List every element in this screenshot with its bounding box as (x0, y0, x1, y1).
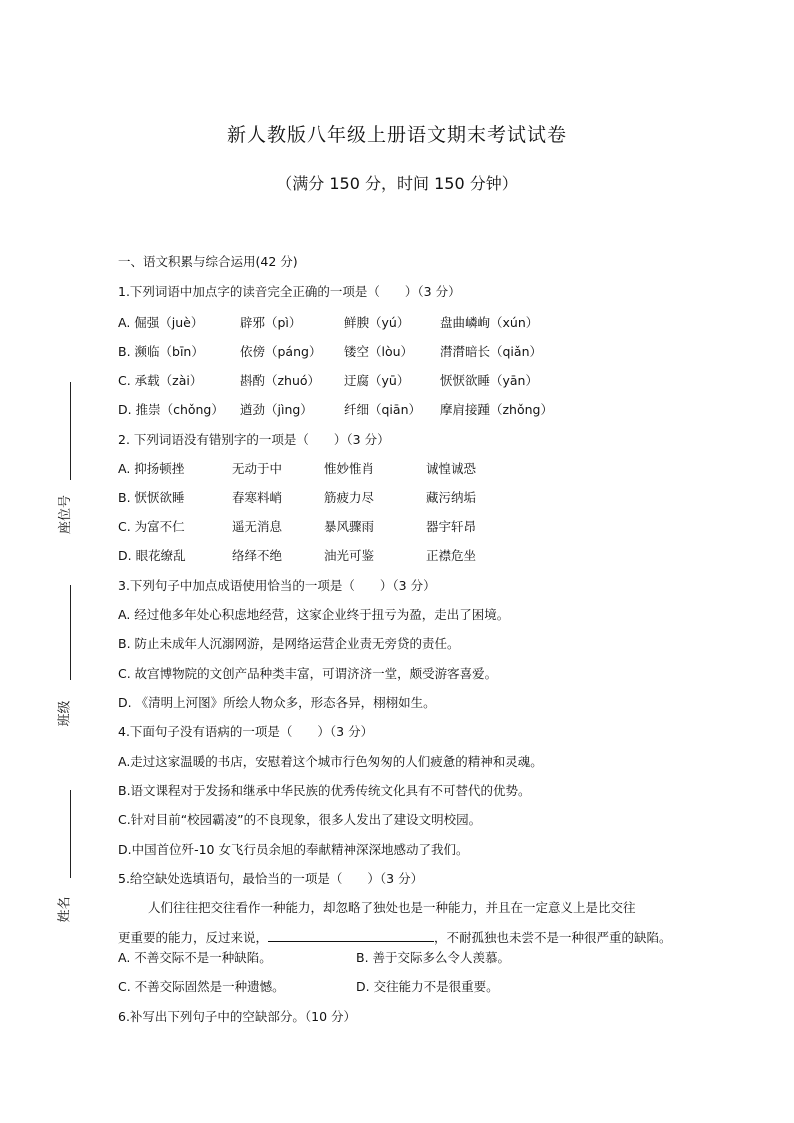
option-word: A. 抑扬顿挫 (118, 461, 185, 476)
option-word: 鲜腴（yú） (344, 315, 410, 330)
option-word: 正襟危坐 (426, 548, 477, 563)
option-word: 斟酌（zhuó） (240, 373, 321, 388)
question-5-passage-line-1: 人们往往把交往看作一种能力，却忽略了独处也是一种能力，并且在一定意义上是比交往 (148, 900, 636, 915)
page-subtitle: （满分 150 分，时间 150 分钟） (276, 174, 518, 193)
option-word: 摩肩接踵（zhǒng） (440, 402, 553, 417)
question-4-option-c: C.针对目前“校园霸凌”的不良现象，很多人发出了建设文明校园。 (118, 812, 482, 827)
question-1-stem: 1.下列词语中加点字的读音完全正确的一项是（ ）（3 分） (118, 284, 461, 299)
question-4-option-d: D.中国首位歼-10 女飞行员余旭的奉献精神深深地感动了我们。 (118, 842, 469, 857)
option-word: 纤细（qiān） (344, 402, 421, 417)
option-word: 迂腐（yū） (344, 373, 410, 388)
question-5-stem: 5.给空缺处选填语句，最恰当的一项是（ ）（3 分） (118, 871, 424, 886)
question-3-option-c: C. 故宫博物院的文创产品种类丰富，可谓济济一堂，颇受游客喜爱。 (118, 666, 498, 681)
option-text: D. 交往能力不是很重要。 (356, 979, 499, 994)
option-word: 依傍（páng） (240, 344, 322, 359)
question-3-option-b: B. 防止未成年人沉溺网游，是网络运营企业责无旁贷的责任。 (118, 636, 460, 651)
option-word: 遥无消息 (232, 519, 283, 534)
question-3-option-d: D. 《清明上河图》所绘人物众多，形态各异，栩栩如生。 (118, 695, 436, 710)
option-word: 遒劲（jìng） (240, 402, 313, 417)
option-word: D. 推崇（chǒng） (118, 402, 224, 417)
section-heading: 一、语文积累与综合运用(42 分) (118, 254, 298, 269)
option-text: A. 不善交际不是一种缺陷。 (118, 950, 272, 965)
option-word: C. 承载（zài） (118, 373, 203, 388)
option-word: 器宇轩昂 (426, 519, 477, 534)
option-word: D. 眼花缭乱 (118, 548, 186, 563)
option-word: 油光可鉴 (324, 548, 375, 563)
option-word: 辟邪（pì） (240, 315, 302, 330)
seat-number-label: 座位号 (58, 494, 74, 535)
option-word: 镂空（lòu） (344, 344, 414, 359)
option-word: A. 倔强（juè） (118, 315, 204, 330)
question-6-stem: 6.补写出下列句子中的空缺部分。（10 分） (118, 1009, 357, 1024)
question-2-stem: 2. 下列词语没有错别字的一项是（ ）（3 分） (118, 432, 390, 447)
name-label: 姓名 (57, 896, 73, 923)
page-title: 新人教版八年级上册语文期末考试试卷 (226, 124, 567, 146)
question-3-stem: 3.下列句子中加点成语使用恰当的一项是（ ）（3 分） (118, 578, 436, 593)
question-3-option-a: A. 经过他多年处心积虑地经营，这家企业终于扭亏为盈，走出了困境。 (118, 607, 510, 622)
option-word: 无动于中 (232, 461, 283, 476)
answer-blank[interactable] (268, 929, 434, 942)
question-5-passage-line-2 (118, 928, 672, 946)
option-word: B. 恹恹欲睡 (118, 490, 185, 505)
option-text: B. 善于交际多么令人羡慕。 (356, 950, 511, 965)
option-word: 盘曲嶙峋（xún） (440, 315, 539, 330)
question-4-option-b: B.语文课程对于发扬和继承中华民族的优秀传统文化具有不可替代的优势。 (118, 783, 531, 798)
option-text: C. 不善交际固然是一种遗憾。 (118, 979, 285, 994)
seat-number-line (70, 382, 71, 480)
passage-text: 更重要的能力，反过来说， (118, 930, 269, 945)
option-word: B. 濒临（bīn） (118, 344, 204, 359)
option-word: 潸潸暗长（qiǎn） (440, 344, 542, 359)
option-word: 络绎不绝 (232, 548, 283, 563)
name-line (70, 790, 71, 878)
option-word: 暴风骤雨 (324, 519, 375, 534)
passage-text: ，不耐孤独也未尝不是一种很严重的缺陷。 (434, 930, 672, 945)
option-word: 藏污纳垢 (426, 490, 477, 505)
option-word: C. 为富不仁 (118, 519, 185, 534)
option-word: 筋疲力尽 (324, 490, 375, 505)
option-word: 诚惶诚恐 (426, 461, 477, 476)
class-label: 班级 (57, 700, 73, 727)
class-line (70, 585, 71, 680)
question-4-stem: 4.下面句子没有语病的一项是（ ）（3 分） (118, 724, 374, 739)
option-word: 恹恹欲睡（yān） (440, 373, 538, 388)
question-4-option-a: A.走过这家温暖的书店，安慰着这个城市行色匆匆的人们疲惫的精神和灵魂。 (118, 754, 543, 769)
option-word: 惟妙惟肖 (324, 461, 375, 476)
option-word: 春寒料峭 (232, 490, 283, 505)
